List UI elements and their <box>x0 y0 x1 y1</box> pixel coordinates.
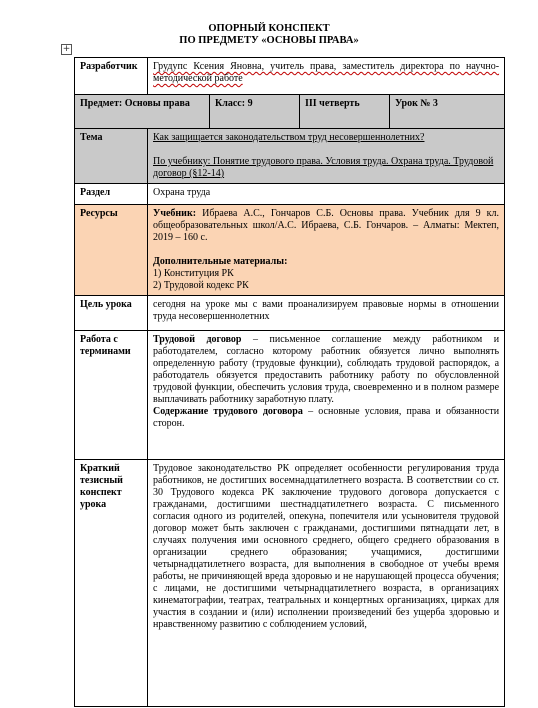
terms-label: Работа с терминами <box>75 331 148 460</box>
topic-question: Как защищается законодательством труд несовершеннолетних? <box>153 132 425 143</box>
topic-value[interactable] <box>148 129 505 184</box>
developer-row <box>75 58 505 95</box>
term1-name: Трудовой договор <box>153 334 242 345</box>
resources-additional-title: Дополнительные материалы: <box>153 256 288 267</box>
topic-textbook: По учебнику: Понятие трудового права. Условия труда. Охрана труда. Трудовой договор (§12-14) <box>153 156 494 179</box>
document-title: ОПОРНЫЙ КОНСПЕКТ <box>208 23 330 34</box>
section-label: Раздел <box>75 184 148 205</box>
developer-value[interactable] <box>148 58 505 95</box>
summary-row <box>75 460 505 707</box>
resources-textbook-label: Учебник: <box>153 208 197 219</box>
resources-additional-1: 1) Конституция РК <box>153 268 234 279</box>
developer-label: Разработчик <box>75 58 148 95</box>
summary-label: Краткий тезисный конспект урока <box>75 460 148 707</box>
lesson-plan-table <box>74 57 505 707</box>
term1-definition: – письменное соглашение между работником и работодателем, согласно которому работник обязуется лично выполнять определенную работу (трудовые функции), соблюдать трудовой распорядок, а работодатель обязуется предоставить работнику работу по обусловленной трудовой функции, обеспечить условия труда, своевременно и в полном размере выплачивать работнику заработную плату. <box>153 334 500 405</box>
summary-value[interactable] <box>148 460 505 707</box>
grade-cell[interactable]: Класс: 9 <box>210 95 300 129</box>
resources-label: Ресурсы <box>75 205 148 296</box>
quarter-cell[interactable]: III четверть <box>300 95 390 129</box>
resources-row <box>75 205 505 296</box>
term2-name: Содержание трудового договора <box>153 406 303 417</box>
developer-value-text: Грудупс Ксения Яновна, учитель права, заместитель директора по научно-методической работе <box>153 61 500 84</box>
goal-value[interactable] <box>148 296 505 331</box>
topic-row <box>75 129 505 184</box>
section-value[interactable]: Охрана труда <box>148 184 505 205</box>
document-subtitle: ПО ПРЕДМЕТУ «ОСНОВЫ ПРАВА» <box>179 35 359 46</box>
section-row <box>75 184 505 205</box>
summary-text: Трудовое законодательство РК определяет особенности регулирования труда работников, не достигших восемнадцатилетнего возраста. В соответствии со ст. 30 Трудового кодекса РК заключение трудового договора допускается с гражданами, достигшими шестнадцатилетнего возраста. С письменного согласия одного из родителей, опекуна, попечителя или усыновителя трудовой договор может быть заключен с гражданами, достигшими пятнадцати лет, в случаях получения ими основного среднего, общего среднего образования в организации среднего образования; учащимися, достигшими четырнадцатилетнего возраста, для выполнения в свободное от учебы время работы, не причиняющей вреда здоровью и не нарушающей процесса обучения; с лицами, не достигшими четырнадцатилетнего возраста, в организациях кинематографии, театрах, театральных и концертных организациях, цирках для участия в создании и (или) исполнении произведений без ущерба здоровью и нравственному развитию с соблюдением условий, <box>153 463 500 630</box>
subject-cell[interactable]: Предмет: Основы права <box>75 95 210 129</box>
goal-label: Цель урока <box>75 296 148 331</box>
topic-label: Тема <box>75 129 148 184</box>
goal-text: сегодня на уроке мы с вами проанализируем правовые нормы в отношении труда несовершеннолетних <box>153 299 500 322</box>
subject-row <box>75 95 505 129</box>
goal-row <box>75 296 505 331</box>
term2-definition: – основные условия, права и обязанности сторон. <box>153 406 500 429</box>
resources-value[interactable] <box>148 205 505 296</box>
lesson-cell[interactable]: Урок № 3 <box>390 95 505 129</box>
table-move-handle-icon[interactable]: + <box>62 44 71 54</box>
resources-additional-2: 2) Трудовой кодекс РК <box>153 280 249 291</box>
terms-value[interactable] <box>148 331 505 460</box>
terms-row <box>75 331 505 460</box>
resources-textbook: Ибраева А.С., Гончаров С.Б. Основы права. Учебник для 9 кл. общеобразовательных школ/А.С. Ибраева, С.Б. Гончаров. – Алматы: Мектеп, 2019 – 160 с. <box>153 208 500 243</box>
